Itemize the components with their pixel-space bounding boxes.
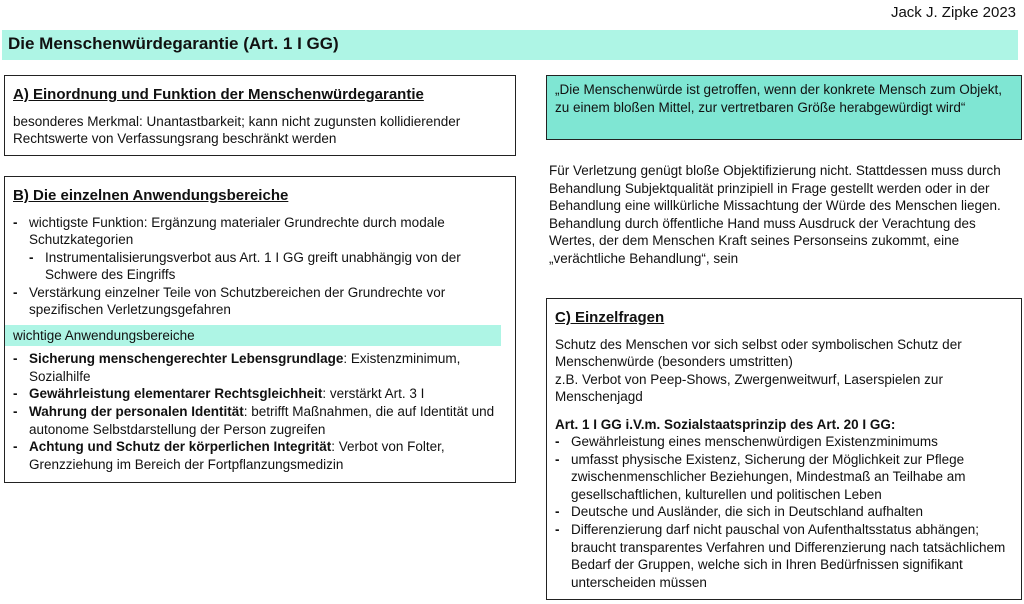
section-a-heading: A) Einordnung und Funktion der Menschenwürdegarantie: [13, 86, 424, 103]
area-title: Achtung und Schutz der körperlichen Integrität: [29, 439, 332, 455]
list-item: [13, 350, 507, 385]
list-item: - Deutsche und Ausländer, die sich in Deutschland aufhalten: [555, 503, 1013, 521]
section-c-box: [546, 298, 1022, 600]
explanation-text: [549, 162, 1019, 267]
page-title: Die Menschenwürdegarantie (Art. 1 I GG): [2, 30, 1018, 60]
areas-list: [13, 350, 507, 473]
list-item: [13, 438, 507, 473]
section-a-text: besonderes Merkmal: Unantastbarkeit; kann nicht zugunsten kollidierender Rechtswerte von Verfassungsrang beschränkt werden: [13, 113, 461, 147]
list-item: [13, 385, 507, 403]
section-b-list: [13, 214, 507, 319]
list-item: - Differenzierung darf nicht pauschal von Aufenthaltsstatus abhängen; braucht transparentes Verfahren und Differenzierung nach tatsächlichem Bedarf der Gruppen, welche sich in Ihren Bedürfnissen signifikant unterscheiden müssen: [555, 521, 1013, 591]
section-c-paragraph: z.B. Verbot von Peep-Shows, Zwergenweitwurf, Laserspielen zur Menschenjagd: [555, 371, 943, 405]
list-item: - Gewährleistung eines menschenwürdigen Existenzminimums: [555, 433, 1013, 451]
area-text: : verstärkt Art. 3 I: [322, 386, 425, 402]
section-a-box: [4, 75, 516, 156]
author-credit: Jack J. Zipke 2023: [890, 4, 1016, 21]
list-item: - wichtigste Funktion: Ergänzung materialer Grundrechte durch modale Schutzkategorien: [13, 214, 507, 249]
area-title: Gewährleistung elementarer Rechtsgleichheit: [29, 386, 323, 402]
list-item: - Verstärkung einzelner Teile von Schutzbereichen der Grundrechte vor spezifischen Verletzungsgefahren: [13, 284, 507, 319]
list-item: [13, 403, 507, 438]
section-b-heading: B) Die einzelnen Anwendungsbereiche: [13, 187, 289, 204]
section-c-heading: C) Einzelfragen: [555, 309, 665, 326]
section-c-subheading: Art. 1 I GG i.V.m. Sozialstaatsprinzip des Art. 20 I GG:: [555, 416, 896, 432]
section-b-box: [4, 176, 516, 483]
area-text: : Verbot von Folter, Grenzziehung im Bereich der Fortpflanzungsmedizin: [29, 439, 445, 472]
section-c-list: [555, 433, 1013, 591]
list-item: - Instrumentalisierungsverbot aus Art. 1 I GG greift unabhängig von der Schwere des Eingriffs: [13, 249, 507, 284]
area-text: : betrifft Maßnahmen, die auf Identität und autonome Selbstdarstellung der Person zugreifen: [29, 403, 495, 437]
list-item: - umfasst physische Existenz, Sicherung der Möglichkeit zur Pflege zwischenmenschlicher Beziehungen, Mindestmaß an Teilhabe am gesellschaftlichen, kulturellen und politischen Leben: [555, 451, 1013, 504]
area-title: Sicherung menschengerechter Lebensgrundlage: [29, 351, 344, 367]
quote-box: „Die Menschenwürde ist getroffen, wenn der konkrete Mensch zum Objekt, zu einem bloßen Mittel, zur vertretbaren Größe herabgewürdigt wird“: [546, 75, 1022, 140]
highlight-label: wichtige Anwendungsbereiche: [5, 325, 501, 347]
explanation-paragraph: Für Verletzung genügt bloße Objektifizierung nicht. Stattdessen muss durch Behandlung Subjektqualität prinzipiell in Frage gestellt werden oder in der Behandlung eine willkürliche Missachtung der Würde des Menschen liegen.: [549, 163, 1001, 214]
explanation-paragraph: Behandlung durch öffentliche Hand muss Ausdruck der Verachtung des Wertes, der dem Menschen Kraft seines Personseins zukommt, eine „verächtliche Behandlung“, sein: [549, 215, 976, 266]
section-c-paragraph: Schutz des Menschen vor sich selbst oder symbolischen Schutz der Menschenwürde (besonders umstritten): [555, 336, 962, 370]
area-text: : Existenzminimum, Sozialhilfe: [29, 351, 461, 384]
area-title: Wahrung der personalen Identität: [29, 403, 244, 419]
